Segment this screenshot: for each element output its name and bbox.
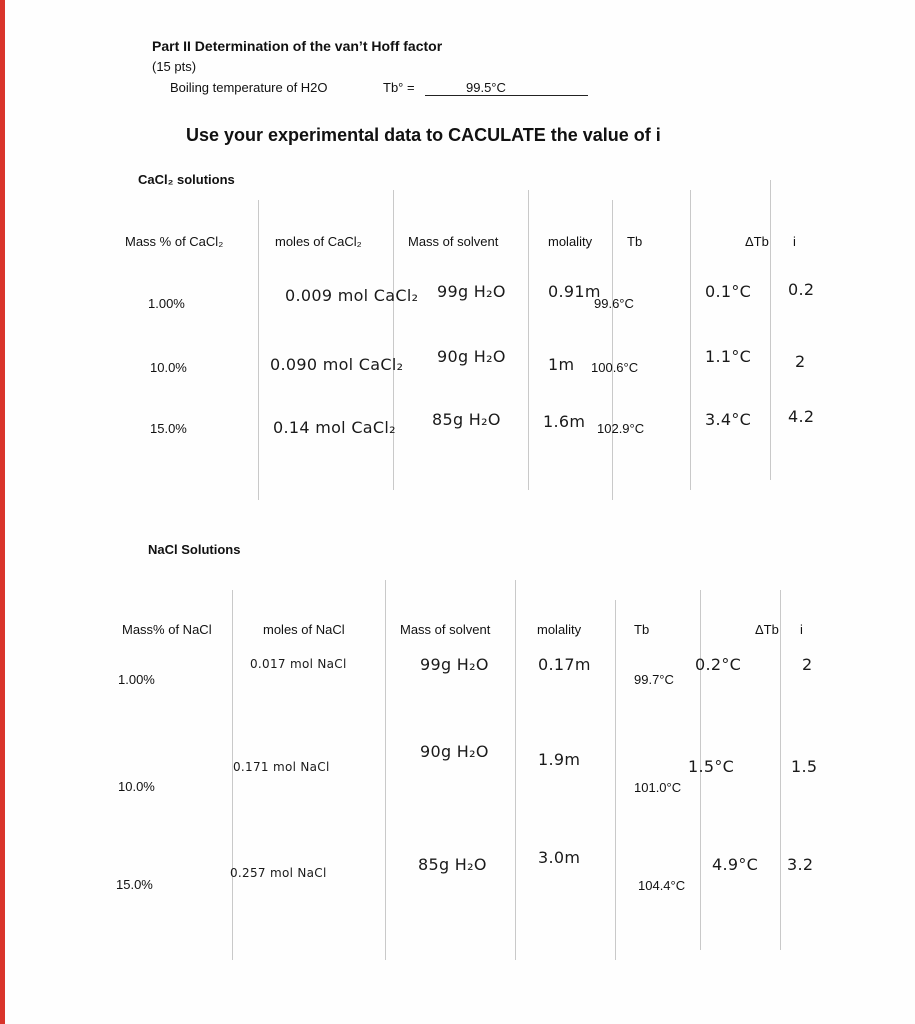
nacl-cell-moles: 0.257 mol NaCl [230,866,327,880]
column-divider [612,200,613,500]
boiling-label: Boiling temperature of H2O [170,80,328,95]
nacl-cell-molality: 3.0m [538,848,581,867]
cacl2-cell-delta-tb: 1.1°C [705,347,752,366]
nacl-cell-delta-tb: 4.9°C [712,855,759,874]
nacl-cell-i: 2 [802,655,813,674]
nacl-header-moles: moles of NaCl [263,622,345,637]
nacl-header-delta-tb: ΔTb [755,622,779,637]
nacl-cell-delta-tb: 1.5°C [688,757,735,776]
cacl2-cell-moles: 0.009 mol CaCl₂ [285,286,419,305]
cacl2-cell-i: 4.2 [788,407,815,426]
cacl2-header-moles: moles of CaCl₂ [275,234,362,249]
column-divider [770,180,771,480]
nacl-cell-mass-percent: 15.0% [116,877,153,892]
column-divider [515,580,516,960]
nacl-cell-molality: 0.17m [538,655,591,674]
cacl2-header-molality: molality [548,234,593,249]
column-divider [385,580,386,960]
cacl2-cell-molality: 0.91m [548,282,601,301]
cacl2-cell-solvent: 99g H₂O [437,282,506,301]
page-edge-red-strip [0,0,5,1024]
cacl2-cell-molality: 1m [548,355,575,374]
cacl2-cell-i: 0.2 [788,280,815,299]
tb-symbol: Tb° = [383,80,415,95]
cacl2-cell-delta-tb: 0.1°C [705,282,752,301]
column-divider [780,590,781,950]
cacl2-cell-tb: 102.9°C [597,421,645,436]
nacl-cell-tb: 99.7°C [634,672,674,687]
cacl2-header-i: i [793,234,796,249]
nacl-header-mass-percent: Mass% of NaCl [122,622,212,637]
cacl2-cell-mass-percent: 10.0% [150,360,187,375]
cacl2-cell-mass-percent: 1.00% [148,296,185,311]
nacl-cell-solvent: 99g H₂O [420,655,489,674]
nacl-section-title: NaCl Solutions [148,542,241,557]
column-divider [258,200,259,500]
nacl-cell-i: 1.5 [791,757,818,776]
cacl2-cell-moles: 0.14 mol CaCl₂ [273,418,396,437]
part-title: Part II Determination of the van’t Hoff factor [152,38,443,54]
nacl-header-i: i [800,622,803,637]
cacl2-cell-tb: 99.6°C [594,296,634,311]
column-divider [393,190,394,490]
nacl-cell-solvent: 90g H₂O [420,742,489,761]
cacl2-cell-solvent: 90g H₂O [437,347,506,366]
cacl2-header-solvent: Mass of solvent [408,234,499,249]
column-divider [232,590,233,960]
nacl-cell-i: 3.2 [787,855,814,874]
nacl-cell-moles: 0.017 mol NaCl [250,657,347,671]
nacl-header-tb: Tb [634,622,650,637]
points-label: (15 pts) [152,59,197,74]
nacl-cell-solvent: 85g H₂O [418,855,487,874]
cacl2-cell-tb: 100.6°C [591,360,639,375]
cacl2-cell-solvent: 85g H₂O [432,410,501,429]
nacl-header-solvent: Mass of solvent [400,622,491,637]
nacl-cell-molality: 1.9m [538,750,581,769]
nacl-cell-tb: 104.4°C [638,878,686,893]
cacl2-header-mass-percent: Mass % of CaCl₂ [125,234,224,249]
cacl2-cell-molality: 1.6m [543,412,586,431]
nacl-cell-mass-percent: 1.00% [118,672,155,687]
nacl-header-molality: molality [537,622,582,637]
cacl2-header-tb: Tb [627,234,643,249]
instruction: Use your experimental data to CACULATE the value of i [186,125,661,145]
boiling-value: 99.5°C [466,80,506,95]
column-divider [615,600,616,960]
cacl2-header-delta-tb: ΔTb [745,234,769,249]
nacl-cell-mass-percent: 10.0% [118,779,155,794]
cacl2-cell-moles: 0.090 mol CaCl₂ [270,355,404,374]
column-divider [690,190,691,490]
nacl-cell-delta-tb: 0.2°C [695,655,742,674]
cacl2-cell-delta-tb: 3.4°C [705,410,752,429]
cacl2-cell-i: 2 [795,352,806,371]
nacl-cell-tb: 101.0°C [634,780,682,795]
cacl2-cell-mass-percent: 15.0% [150,421,187,436]
boiling-underline [425,95,588,96]
nacl-cell-moles: 0.171 mol NaCl [233,760,330,774]
column-divider [528,190,529,490]
cacl2-section-title: CaCl₂ solutions [138,172,235,187]
